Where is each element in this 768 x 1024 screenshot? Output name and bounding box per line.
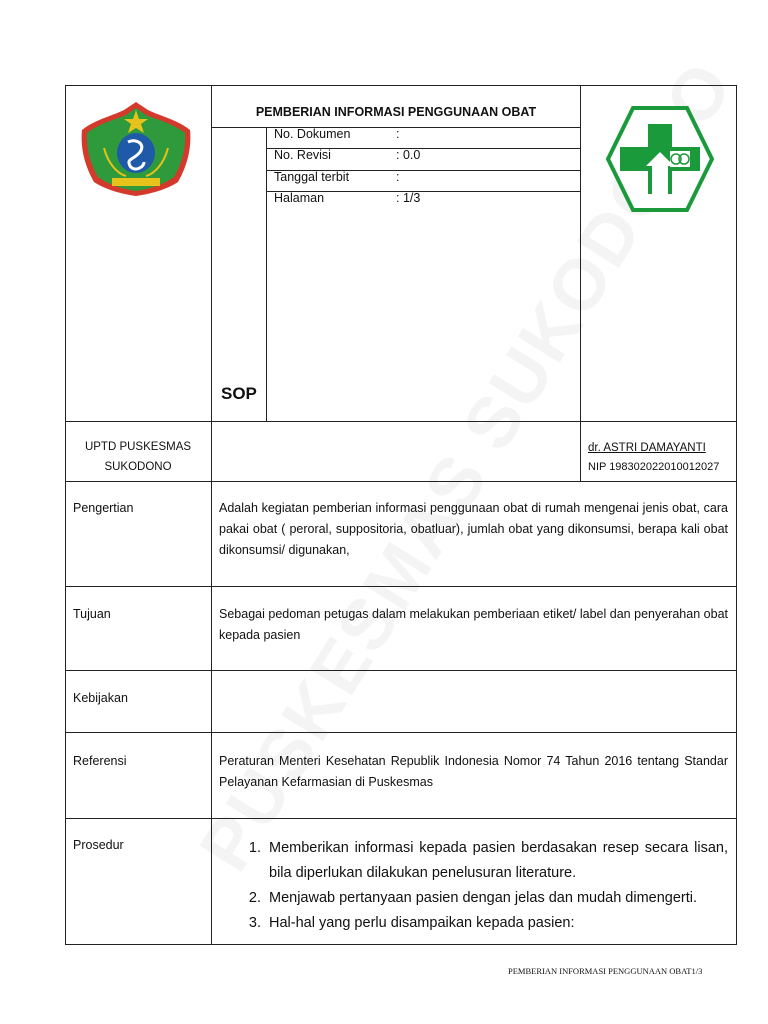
signatory-nip: NIP 198302022010012027: [588, 461, 720, 473]
org-name-line2: SUKODONO: [104, 461, 172, 473]
label-referensi: Referensi: [73, 754, 127, 768]
field-value-no-revisi: : 0.0: [396, 148, 421, 162]
referensi-text: Peraturan Menteri Kesehatan Republik Indonesia Nomor 74 Tahun 2016 tentang Standar Pelayanan Kefarmasian di Puskesmas: [219, 754, 728, 789]
tujuan-text: Sebagai pedoman petugas dalam melakukan pemberiaan etiket/ label dan penyerahan obat kepada pasien: [219, 607, 728, 642]
field-label-no-dokumen: No. Dokumen: [274, 127, 351, 141]
label-prosedur: Prosedur: [73, 838, 124, 852]
org-name-line1: UPTD PUSKESMAS: [84, 441, 192, 453]
field-label-tanggal-terbit: Tanggal terbit: [274, 170, 350, 184]
prosedur-list-container: [211, 836, 728, 936]
prosedur-step: 2. Menjawab pertanyaan pasien dengan jelas dan mudah dimengerti.: [265, 886, 728, 911]
label-kebijakan: Kebijakan: [73, 691, 128, 705]
label-tujuan: Tujuan: [73, 607, 111, 621]
label-pengertian: Pengertian: [73, 501, 134, 515]
sop-label: SOP: [221, 384, 257, 403]
document-title: PEMBERIAN INFORMASI PENGGUNAAN OBAT: [255, 105, 537, 119]
page-footer: PEMBERIAN INFORMASI PENGGUNAAN OBAT1/3: [508, 966, 703, 976]
prosedur-step: 1. Memberikan informasi kepada pasien berdasakan resep secara lisan, bila diperlukan dilakukan penelusuran literature.: [265, 836, 728, 886]
field-value-no-dokumen: :: [396, 127, 400, 141]
field-label-no-revisi: No. Revisi: [274, 148, 331, 162]
prosedur-step: 3. Hal-hal yang perlu disampaikan kepada pasien:: [265, 911, 728, 936]
regency-emblem-icon: [74, 98, 198, 200]
sidoarjo-emblem: [74, 98, 198, 200]
puskesmas-logo-icon: [604, 104, 716, 214]
field-value-tanggal-terbit: :: [396, 170, 400, 184]
prosedur-list: [211, 836, 728, 936]
field-value-halaman: : 1/3: [396, 191, 421, 205]
field-label-halaman: Halaman: [274, 191, 325, 205]
puskesmas-logo: [604, 104, 716, 214]
signatory-name: dr. ASTRI DAMAYANTI: [588, 442, 706, 454]
pengertian-text: Adalah kegiatan pemberian informasi penggunaan obat di rumah mengenai jenis obat, cara pakai obat ( peroral, suppositoria, obatluar), jumlah obat yang dikonsumsi, berapa kali obat dikonsumsi/ digunakan,: [219, 501, 728, 557]
